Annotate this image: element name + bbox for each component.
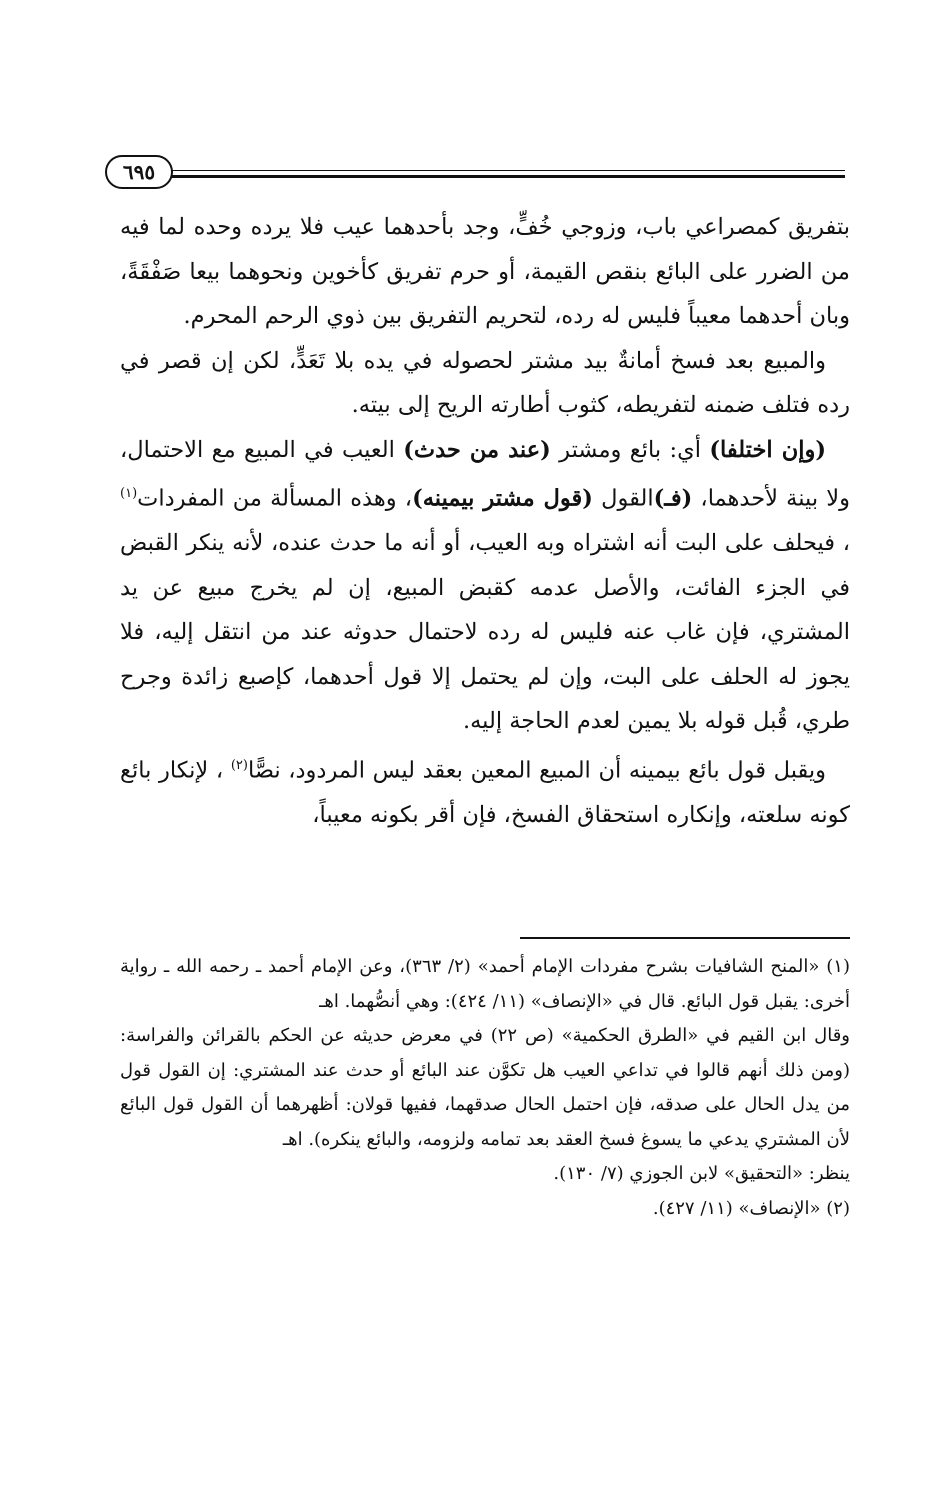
page-number-badge: [105, 155, 173, 189]
text-run: العيب في المبيع مع الاحتمال، ولا بينة لأحدهما،: [120, 436, 850, 512]
page-number: ٦٩٥: [122, 160, 156, 184]
text-run: ، فيحلف على البت أنه اشتراه وبه العيب، أو أنه ما حدث عنده، لأنه ينكر القبض في الجزء الفائت، والأصل عدمه كقبض المبيع، إن لم يخرج مبيع عن يد المشتري، فإن غاب عنه فليس له رده لاحتمال حدوثه عند من انتقل إليه، فلا يجوز له الحلف على البت، وإن لم يحتمل إلا قول أحدهما، كإصبع زائدة وجرح طري، قُبل قوله بلا يمين لعدم الحاجة إليه.: [120, 530, 850, 734]
paragraph-3: [120, 428, 850, 744]
main-text: [120, 205, 850, 837]
header-rule-thin: [171, 170, 845, 171]
bold-phrase-where-arose: (عند من حدث): [403, 436, 551, 463]
page-header: [105, 155, 845, 195]
text-run: ، وهذه المسألة من المفردات: [137, 485, 413, 512]
footnote-separator: [520, 937, 850, 939]
paragraph-2: والمبيع بعد فسخ أمانةٌ بيد مشتر لحصوله في يده بلا تَعَدٍّ، لكن إن قصر في رده فتلف ضمنه لتفريطه، كثوب أطارته الريح إلى بيته.: [120, 347, 850, 418]
text-run: ويقبل قول بائع بيمينه أن المبيع المعين بعقد ليس المردود، نصًّا: [247, 757, 826, 783]
paragraph-4: [120, 744, 850, 838]
footnote-2: (٢) «الإنصاف» (١١/ ٤٢٧).: [652, 1197, 850, 1219]
footnote-1: (١) «المنح الشافيات بشرح مفردات الإمام أحمد» (٢/ ٣٦٣)، وعن الإمام أحمد ـ رحمه الله ـ رواية أخرى: يقبل قول البائع. قال في «الإنصاف» (١١/ ٤٢٤): وهي أنصُّهما. اهـ: [120, 956, 850, 1012]
footnote-ref-1[interactable]: (١): [120, 486, 138, 501]
bold-phrase-if-they-differ: (وإن اختلفا): [709, 436, 826, 463]
text-run: أي: بائع ومشتر: [550, 436, 710, 463]
footnote-1-reference: ينظر: «التحقيق» لابن الجوزي (٧/ ١٣٠).: [553, 1163, 850, 1184]
text-run: القول: [592, 485, 654, 512]
header-rule-thick: [171, 175, 845, 178]
footnotes: [120, 950, 850, 1226]
text-run: ، لإنكار بائع كونه سلعته، وإنكاره استحقاق الفسخ، فإن أقر بكونه معيباً،: [120, 757, 850, 828]
bold-phrase-buyer-oath: (قول مشتر بيمينه): [412, 485, 593, 512]
footnote-ref-2[interactable]: (٢): [230, 757, 248, 773]
bold-phrase-fa: (فـ): [653, 485, 693, 512]
footnote-1-continuation: وقال ابن القيم في «الطرق الحكمية» (ص ٢٢) في معرض حديثه عن الحكم بالقرائن والفراسة: (ومن ذلك أنهم قالوا في تداعي العيب هل تكوَّن عند البائع أو حدث عند المشتري: إن القول قول من يدل الحال على صدقه، فإن احتمل الحال صدقهما، ففيها قولان: أظهرهما أن القول قول البائع لأن المشتري يدعي ما يسوغ فسخ العقد بعد تمامه ولزومه، والبائع ينكره). اهـ: [120, 1025, 850, 1150]
paragraph-1: بتفريق كمصراعي باب، وزوجي خُفٍّ، وجد بأحدهما عيب فلا يرده وحده لما فيه من الضرر على البائع بنقص القيمة، أو حرم تفريق كأخوين ونحوهما بيعا صَفْقَةً، وبان أحدهما معيباً فليس له رده، لتحريم التفريق بين ذوي الرحم المحرم.: [120, 214, 850, 329]
